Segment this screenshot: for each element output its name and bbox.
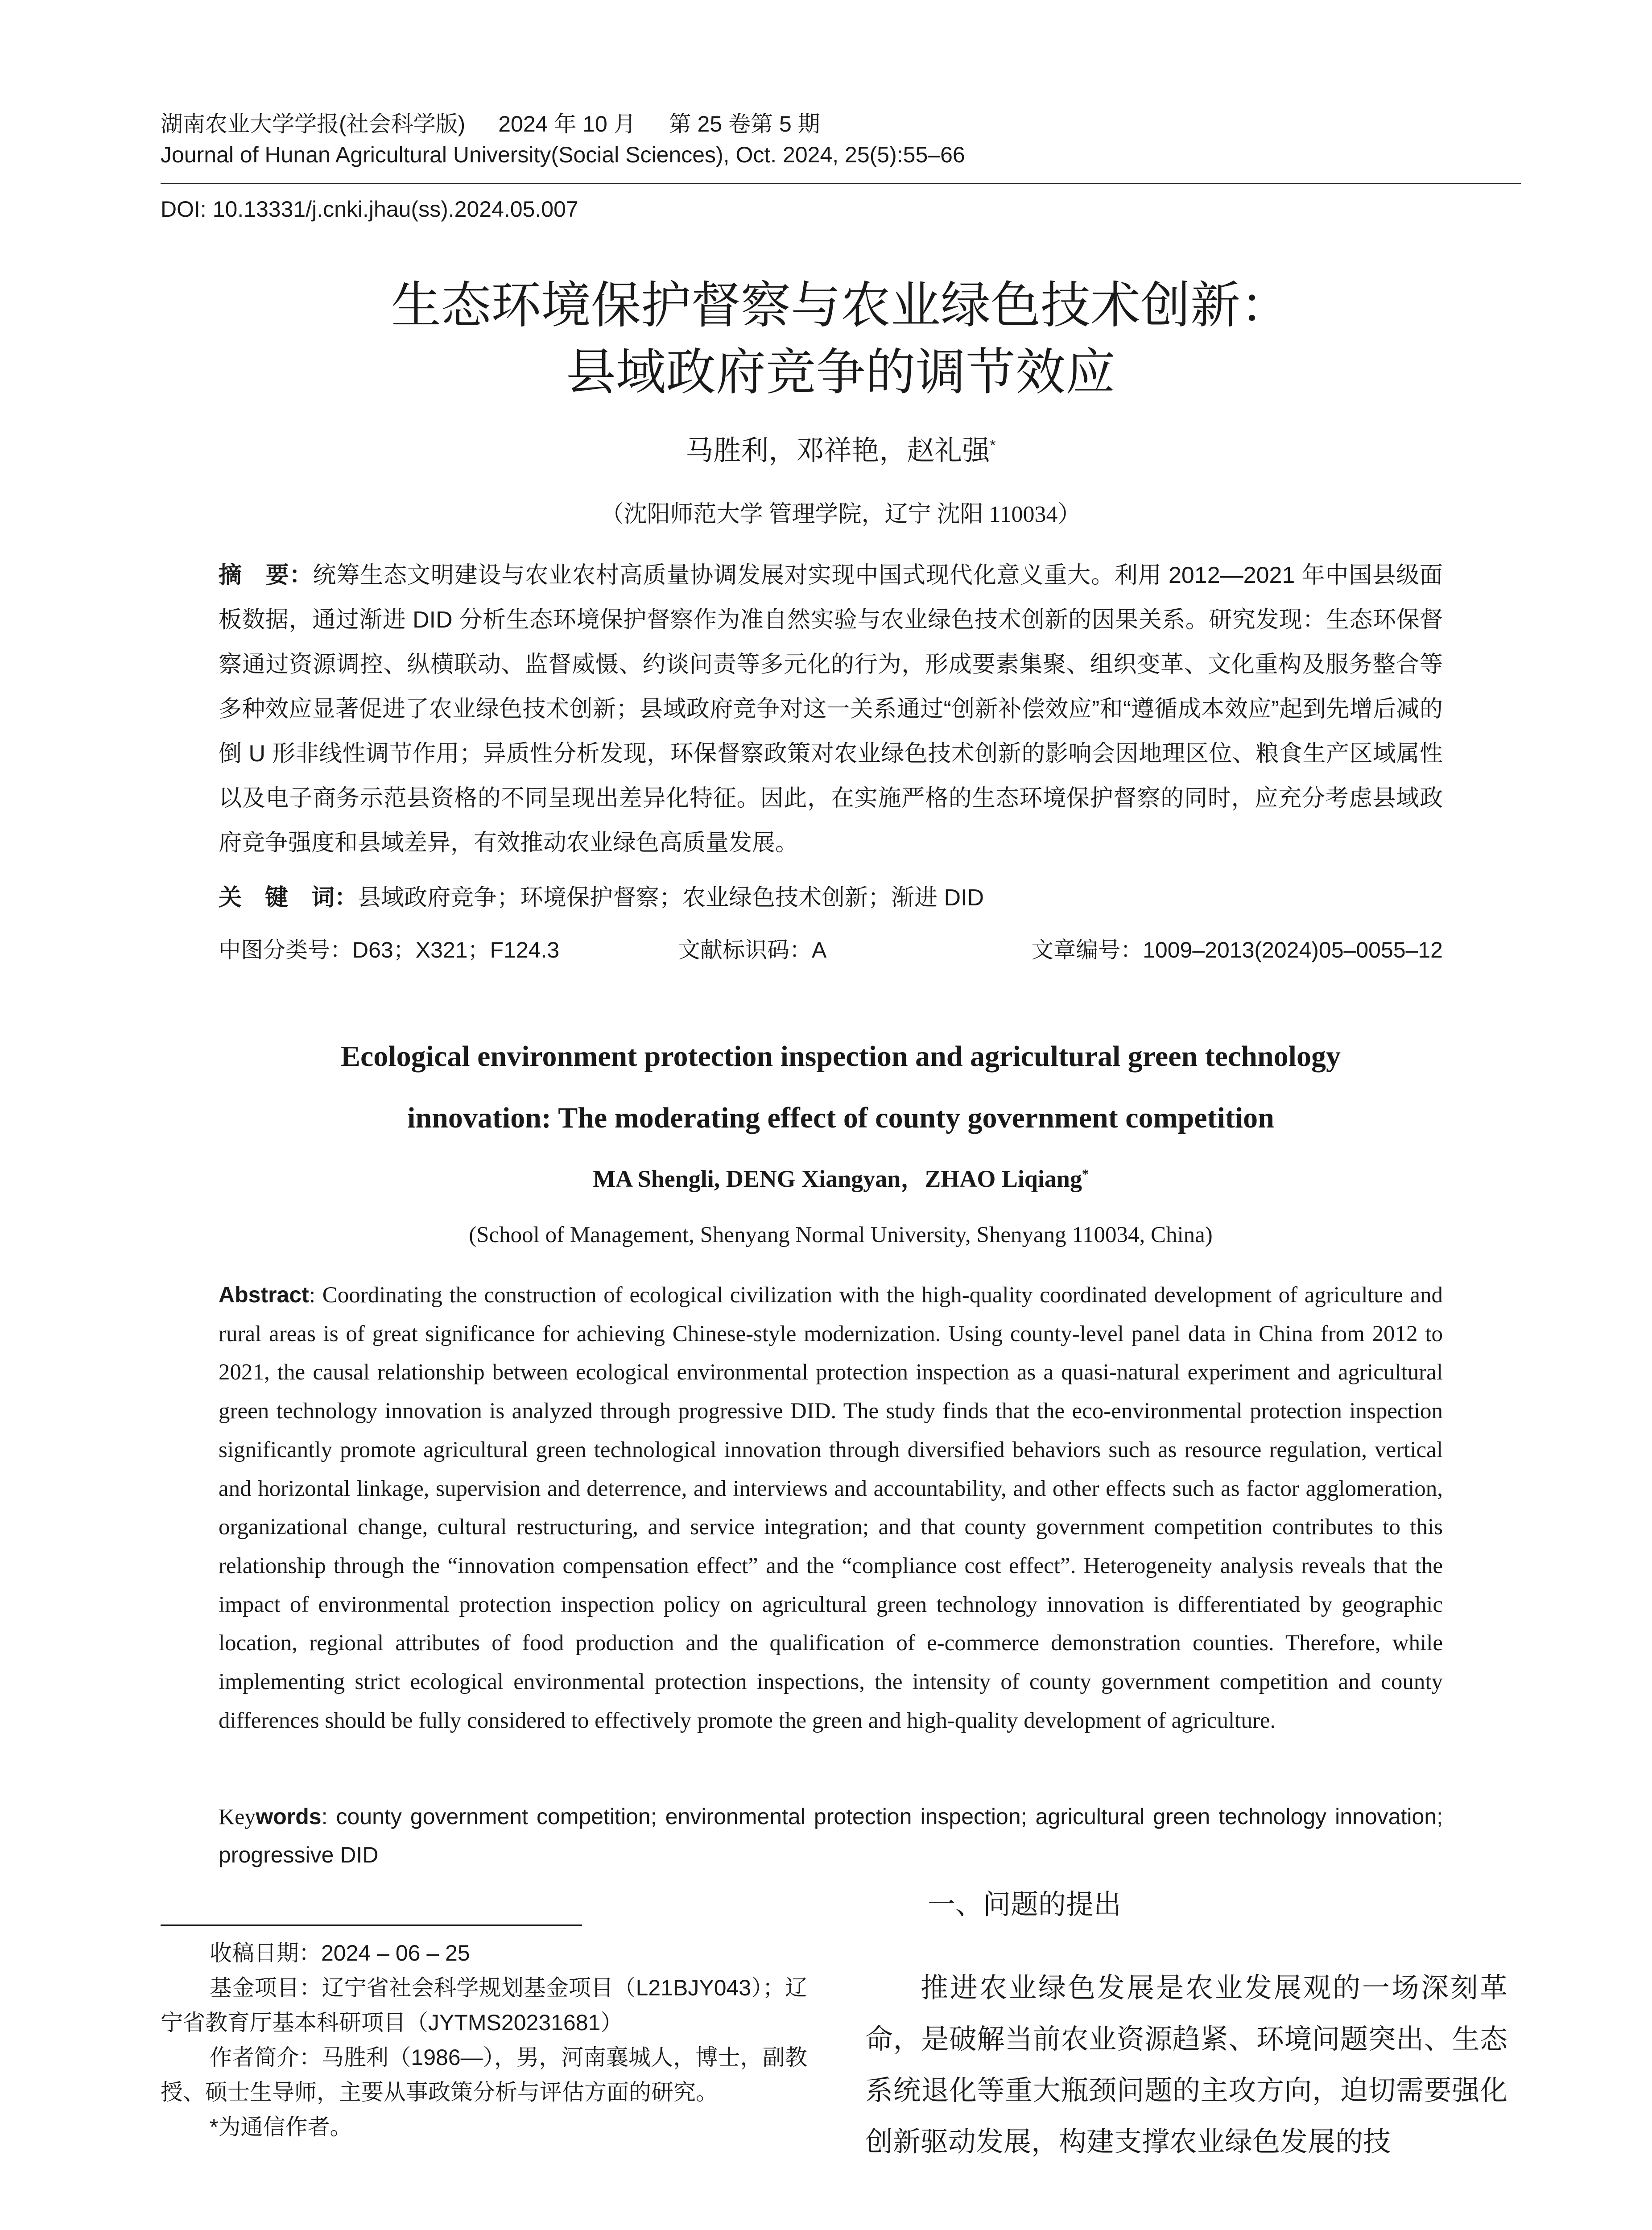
article-title-en [161, 1026, 1521, 1149]
abstract-label-en: Abstract [219, 1282, 309, 1307]
footnote-fund: 基金项目：辽宁省社会科学规划基金项目（L21BJY043）；辽宁省教育厅基本科研项目（JYTMS20231681） [161, 1975, 807, 2035]
journal-name-cn: 湖南农业大学学报(社会科学版) [161, 112, 466, 136]
keywords-label-cn: 关 键 词： [219, 885, 358, 911]
authors-cn [161, 428, 1521, 468]
body-paragraph: 推进农业绿色发展是农业发展观的一场深刻革命，是破解当前农业资源趋紧、环境问题突出、生态系统退化等重大瓶颈问题的主攻方向，迫切需要强化创新驱动发展，构建支撑农业绿色发展的技 [865, 1973, 1507, 2157]
abstract-cn [219, 553, 1443, 865]
keywords-cn [219, 879, 1443, 912]
authors-en [161, 1160, 1521, 1194]
classification-row [219, 932, 1443, 968]
footnote-received: 收稿日期：2024 – 06 – 25 [210, 1941, 470, 1966]
abstract-text-cn: 统筹生态文明建设与农业农村高质量协调发展对实现中国式现代化意义重大。利用 2012—2021 年中国县级面板数据，通过渐进 DID 分析生态环境保护督察作为准自然实验与农业绿色技术创新的因果关系。研究发现：生态环保督察通过资源调控、纵横联动、监督威慑、约谈问责等多元化的行为，形成要素集聚、组织变革、文化重构及服务整合等多种效应显著促进了农业绿色技术创新；县域政府竞争对这一关系通过“创新补偿效应”和“遵循成本效应”起到先增后减的倒 U 形非线性调节作用；异质性分析发现，环保督察政策对农业绿色技术创新的影响会因地理区位、粮食生产区域属性以及电子商务示范县资格的不同呈现出差异化特征。因此，在实施严格的生态环境保护督察的同时，应充分考虑县域政府竞争强度和县域差异，有效推动农业绿色高质量发展。 [219, 562, 1443, 856]
footnote-rule [161, 1924, 582, 1926]
corresponding-mark-en: * [1082, 1167, 1089, 1181]
author-names-en: MA Shengli, DENG Xiangyan，ZHAO Liqiang [593, 1165, 1082, 1192]
title-en-line-1: Ecological environment protection inspection and agricultural green technology [340, 1040, 1341, 1073]
clc-number: 中图分类号：D63；X321；F124.3 [219, 937, 560, 962]
header-rule [161, 183, 1521, 184]
keywords-en [219, 1797, 1443, 1874]
keywords-text-cn: 县域政府竞争；环境保护督察；农业绿色技术创新；渐进 DID [358, 885, 984, 911]
abstract-en [219, 1276, 1443, 1740]
title-line-1: 生态环境保护督察与农业绿色技术创新： [391, 277, 1290, 333]
footnotes [161, 1936, 807, 2144]
abstract-text-en: : Coordinating the construction of ecological civilization with the high-quality coordinated development of agriculture and rural areas is of great significance for achieving Chinese-style modernization. Using county-level panel data in China from 2012 to 2021, the causal relationship between ecological environmental protection inspection as a quasi-natural experiment and agricultural green technology innovation is analyzed through progressive DID. The study finds that the eco-environmental protection inspection significantly promote agricultural green technological innovation through diversified behaviors such as resource regulation, vertical and horizontal linkage, supervision and deterrence, and interviews and accountability, and other effects such as factor agglomeration, organizational change, cultural restructuring, and service integration; and that county government competition contributes to this relationship through the “innovation compensation effect” and the “compliance cost effect”. Heterogeneity analysis reveals that the impact of environmental protection inspection policy on agricultural green technology innovation is differentiated by geographic location, regional attributes of food production and the qualification of e-commerce demonstration counties. Therefore, while implementing strict ecological environmental protection inspections, the intensity of county government competition and county differences should be fully considered to effectively promote the green and high-quality development of agriculture. [219, 1283, 1443, 1733]
doi: DOI: 10.13331/j.cnki.jhau(ss).2024.05.007 [161, 197, 578, 222]
keywords-label-bold-en: words [256, 1804, 322, 1829]
article-number: 文章编号：1009–2013(2024)05–0055–12 [1031, 937, 1443, 962]
abstract-label-cn: 摘 要： [219, 562, 313, 588]
footnote-corresponding: *为通信作者。 [210, 2114, 352, 2139]
section-heading: 一、问题的提出 [928, 1889, 1122, 1920]
title-line-2: 县域政府竞争的调节效应 [566, 344, 1115, 400]
document-code: 文献标识码：A [678, 937, 827, 962]
title-en-line-2: innovation: The moderating effect of county government competition [407, 1102, 1274, 1134]
keywords-text-en: : county government competition; environmental protection inspection; agricultural green technology innovation; progressive DID [219, 1804, 1443, 1867]
author-names-cn: 马胜利，邓祥艳，赵礼强 [686, 435, 990, 466]
corresponding-mark: * [990, 437, 996, 454]
keywords-label-prefix-en: Key [219, 1804, 256, 1829]
issue-date-cn: 2024 年 10 月 [498, 112, 636, 136]
article-title-cn [161, 272, 1521, 406]
affiliation-en: (School of Management, Shenyang Normal University, Shenyang 110034, China) [469, 1222, 1213, 1247]
journal-header-cn [161, 106, 847, 138]
footnote-author: 作者简介：马胜利（1986—），男，河南襄城人，博士，副教授、硕士生导师，主要从事政策分析与评估方面的研究。 [161, 2045, 807, 2105]
affiliation-cn: （沈阳师范大学 管理学院，辽宁 沈阳 110034） [600, 502, 1081, 527]
volume-issue-cn: 第 25 卷第 5 期 [669, 112, 820, 136]
journal-header-en: Journal of Hunan Agricultural University(Social Sciences), Oct. 2024, 25(5):55–66 [161, 142, 965, 167]
